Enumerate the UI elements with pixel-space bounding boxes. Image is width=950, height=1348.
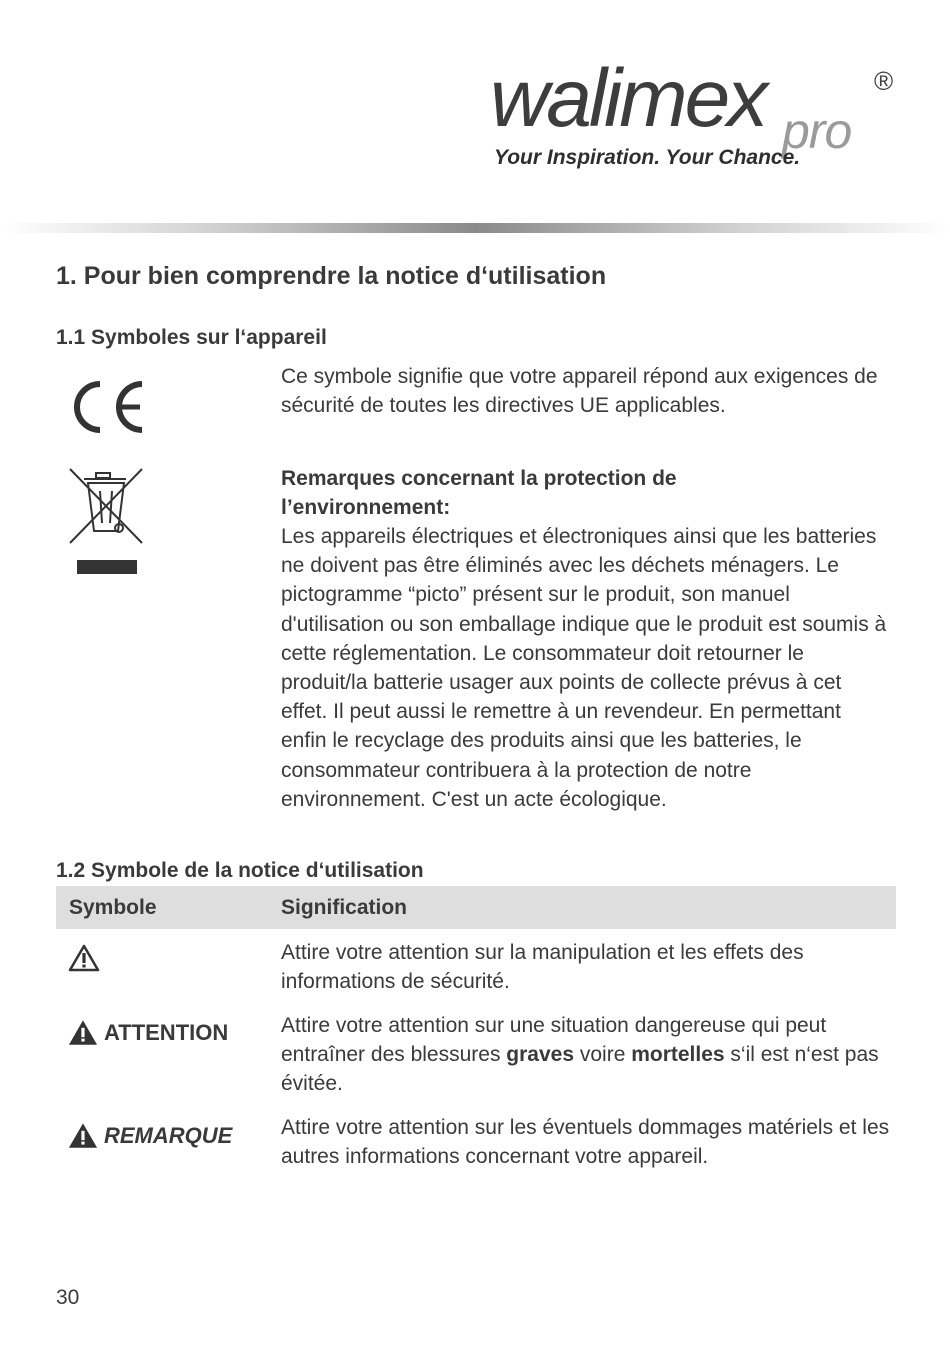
column-header-symbol: Symbole [69,896,157,919]
subsection-title-manual-symbols: 1.2 Symbole de la notice d‘utilisation [56,859,424,882]
ce-description: Ce symbole signifie que votre appareil répond aux exigences de sécurité de toutes les directives UE applicables. [281,365,878,418]
meaning-safety: Attire votre attention sur la manipulation et les effets des informations de sécurité. [281,941,804,994]
ce-mark-icon [66,378,148,436]
section-heading: 1. Pour bien comprendre la notice d‘utilisation [56,262,607,290]
meaning-attention-part1: Attire votre attention sur une situation dangereuse qui peut entraîner des blessures [281,1014,827,1067]
table-row-attention-symbol [68,1019,228,1046]
environment-title-line1: Remarques concernant la protection de [281,467,677,490]
column-header-meaning: Signification [281,896,407,919]
logo-wordmark: walimex [490,53,766,144]
walimex-pro-logo [490,52,910,182]
subsection-title-symbols: 1.1 Symboles sur l‘appareil [56,326,327,349]
warning-triangle-icon [68,1122,98,1149]
logo-tagline: Your Inspiration. Your Chance. [494,146,801,169]
logo-registered-mark: ® [874,66,894,96]
symbol-label-remarque: REMARQUE [104,1122,233,1148]
page-number: 30 [56,1286,80,1309]
table-header [56,886,896,929]
warning-triangle-icon [68,944,100,972]
table-row-safety-symbol [68,944,106,972]
environment-title-line2: l’environnement: [281,496,451,519]
meaning-attention-bold-mortelles: mortelles [631,1043,725,1067]
meaning-attention-part2: voire [574,1043,632,1067]
crossed-bin-icon [66,465,146,577]
meaning-attention [281,1011,891,1099]
symbol-label-attention: ATTENTION [104,1019,229,1045]
header-separator [0,223,950,233]
table-row-remarque-symbol [68,1122,232,1149]
environment-description: Les appareils électriques et électroniques ainsi que les batteries ne doivent pas être éliminés avec les déchets ménagers. Le pictogramme “picto” présent sur le produit, son manuel d'utilisation ou son emballage indique que le produit est soumis à cette réglementation. Le consommateur doit retourner le produit/la batterie usager aux points de collecte prévus à cet effet. Il peut aussi le remettre à un revendeur. En permettant enfin le recyclage des produits ainsi que les batteries, le consommateur contribuera à la protection de notre environnement. C'est un acte écologique. [281,525,887,811]
warning-triangle-icon [68,1019,98,1046]
logo-suffix: pro [782,103,852,159]
meaning-attention-part3: s‘il est n‘est pas évitée. [281,1043,879,1096]
meaning-attention-bold-graves: graves [506,1043,575,1067]
meaning-remarque: Attire votre attention sur les éventuels dommages matériels et les autres informations concernant votre appareil. [281,1116,890,1169]
